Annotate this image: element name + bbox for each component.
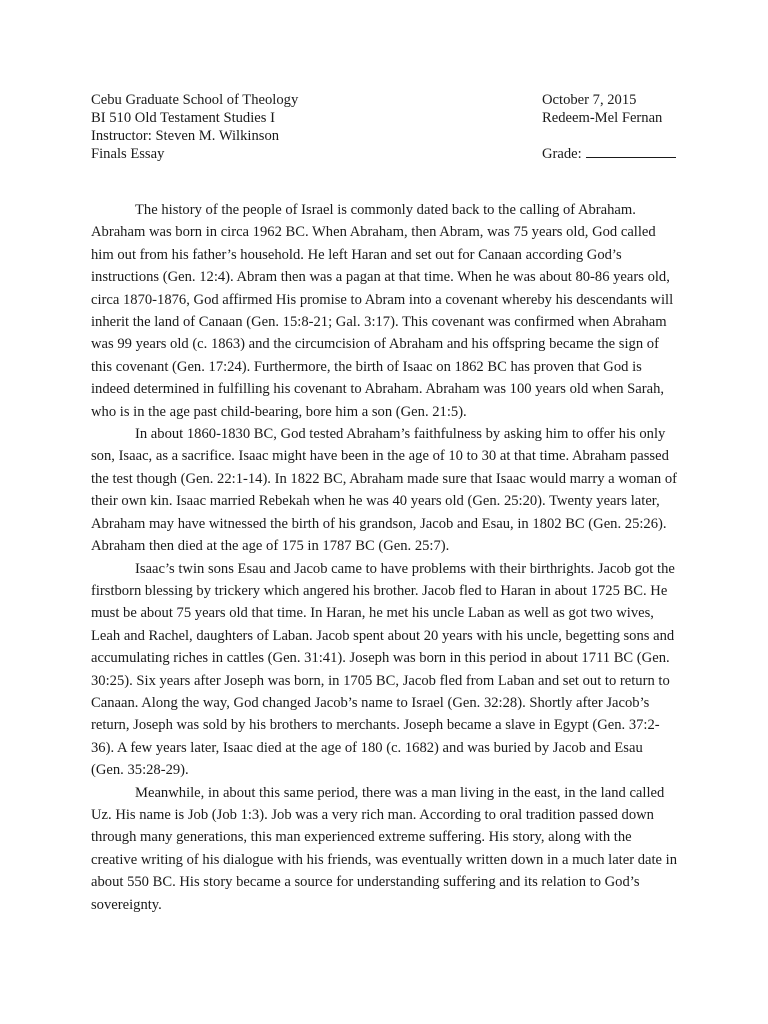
essay-type: Finals Essay [91, 146, 165, 162]
essay-date: October 7, 2015 [542, 92, 637, 108]
paragraph-jacob: Isaac’s twin sons Esau and Jacob came to have problems with their birthrights. Jacob got the firstborn blessing by trickery which angered his brother. Jacob fled to Haran in about 1725 BC. He must be about 75 years old that time. In Haran, he met his uncle Laban as well as got two wives, Leah and Rachel, daughters of Laban. Jacob spent about 20 years with his uncle, begetting sons and accumulating riches in cattles (Gen. 31:41). Joseph was born in this period in about 1711 BC (Gen. 30:25). Six years after Joseph was born, in 1705 BC, Jacob fled from Laban and set out to return to Canaan. Along the way, God changed Jacob’s name to Israel (Gen. 32:28). Shortly after Jacob’s return, Joseph was sold by his brothers to merchants. Joseph became a slave in Egypt (Gen. 37:2-36). A few years later, Isaac died at the age of 180 (c. 1682) and was buried by Jacob and Esau (Gen. 35:28-29). [91, 560, 675, 779]
header-row-1 [91, 91, 691, 109]
header-row-4 [91, 145, 691, 163]
course-title: BI 510 Old Testament Studies I [91, 110, 275, 126]
grade-blank-line [586, 145, 676, 158]
essay-body [91, 199, 679, 916]
student-name: Redeem-Mel Fernan [542, 110, 663, 126]
essay-header [91, 91, 691, 163]
paragraph-job: Meanwhile, in about this same period, there was a man living in the east, in the land called Uz. His name is Job (Job 1:3). Job was a very rich man. According to oral tradition passed down through many generations, this man experienced extreme suffering. His story, along with the creative writing of his dialogue with his friends, was eventually written down in a much later date in about 550 BC. His story became a source for understanding suffering and its relation to God’s sovereignty. [91, 784, 678, 913]
paragraph-abraham: The history of the people of Israel is commonly dated back to the calling of Abraham. Abraham was born in circa 1962 BC. When Abraham, then Abram, was 75 years old, God called him out from his father’s household. He left Haran and set out for Canaan according God’s instructions (Gen. 12:4). Abram then was a pagan at that time. When he was about 80-86 years old, circa 1870-1876, God affirmed His promise to Abram into a covenant whereby his descendants will inherit the land of Canaan (Gen. 15:8-21; Gal. 3:17). This covenant was confirmed when Abraham was 99 years old (c. 1863) and the circumcision of Abraham and his offspring became the sign of this covenant (Gen. 17:24). Furthermore, the birth of Isaac on 1862 BC has proven that God is indeed determined in fulfilling his covenant to Abraham. Abraham was 100 years old when Sarah, who is in the age past child-bearing, bore him a son (Gen. 21:5). [91, 202, 674, 420]
header-row-3 [91, 127, 691, 145]
school-name: Cebu Graduate School of Theology [91, 92, 299, 108]
header-row-2 [91, 109, 691, 127]
paragraph-isaac: In about 1860-1830 BC, God tested Abraham’s faithfulness by asking him to offer his only son, Isaac, as a sacrifice. Isaac might have been in the age of 10 to 30 at that time. Abraham passed the test though (Gen. 22:1-14). In 1822 BC, Abraham made sure that Isaac would marry a woman of their own kin. Isaac married Rebekah when he was 40 years old (Gen. 25:20). Twenty years later, Abraham may have witnessed the birth of his grandson, Jacob and Esau, in 1802 BC (Gen. 25:26). Abraham then died at the age of 175 in 1787 BC (Gen. 25:7). [91, 426, 678, 555]
instructor-name: Instructor: Steven M. Wilkinson [91, 128, 280, 144]
grade-label: Grade: [542, 146, 582, 162]
grade-field [542, 145, 676, 163]
